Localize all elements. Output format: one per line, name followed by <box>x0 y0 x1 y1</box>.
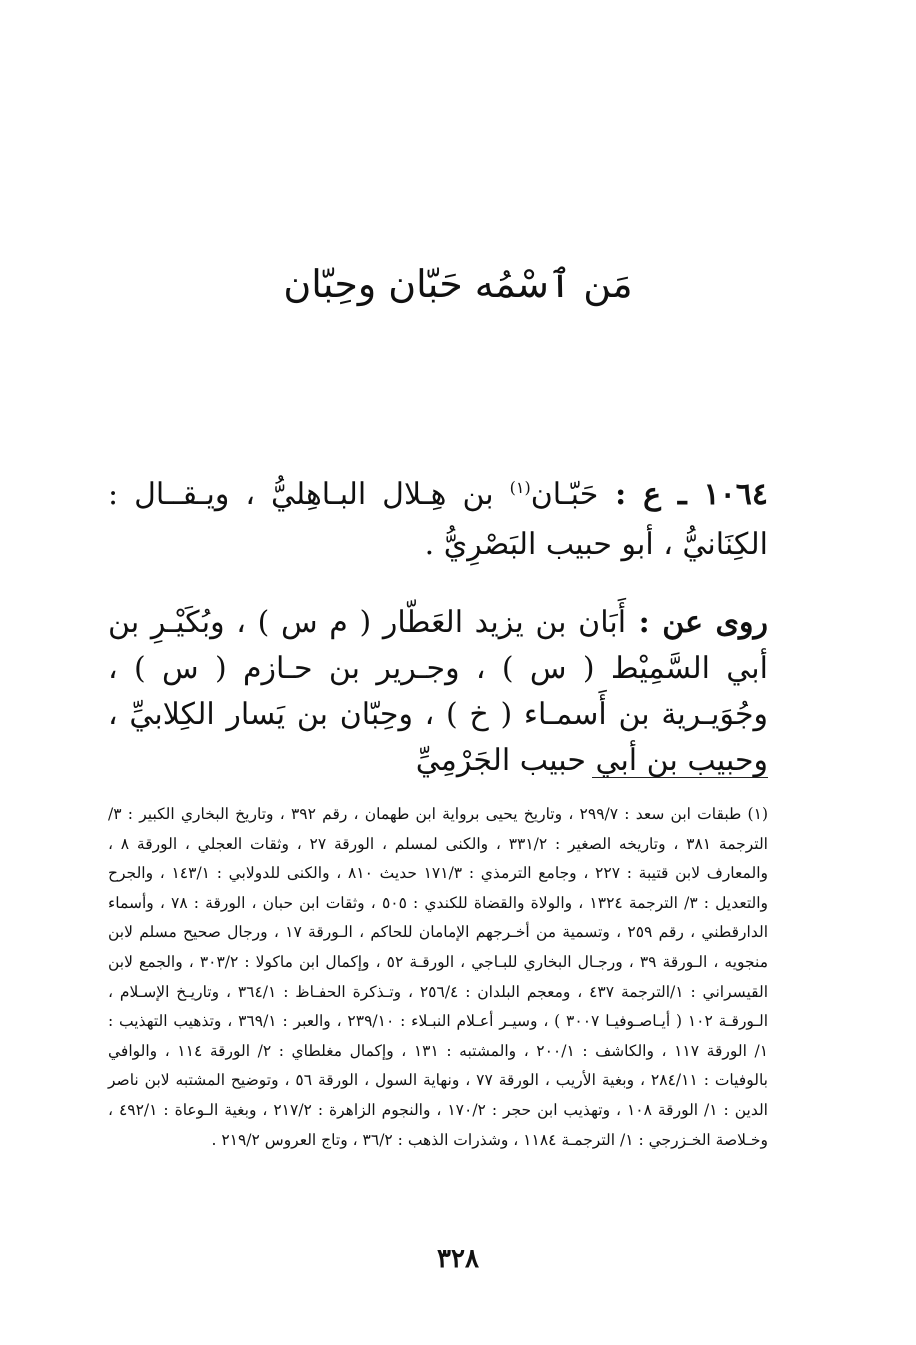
page-number: ٣٢٨ <box>437 1244 479 1274</box>
entry-code: ـ ع : <box>598 477 704 512</box>
footnote-text: (١) طبقات ابن سعد : ٢٩٩/٧ ، وتاريخ يحيى برواية ابن طهمان ، رقم ٣٩٢ ، وتاريخ البخاري الكبير : ٣/ الترجمة ٣٨١ ، وتاريخه الصغير : ٣٣١/٢ ، والكنى لمسلم ، الورقة ٢٧ ، وثقات العجلي ، الورقة ٨ ، والمعارف لابن قتيبة : ٢٢٧ ، وجامع الترمذي : ١٧١/٣ حديث ٨١٠ ، والكنى للدولابي : ١٤٣/١ ، والجرح والتعديل : ٣/ الترجمة ١٣٢٤ ، والولاة والقضاة للكندي : ٥٠٥ ، وثقات ابن حبان ، الورقة : ٧٨ ، وأسماء الدارقطني ، رقم ٢٥٩ ، وتسمية من أخـرجهم الإمامان للحاكم ، الـورقة ١٧ ، ورجال صحيح مسلم لابن منجويه ، الـورقة ٣٩ ، ورجـال البخاري للبـاجي ، الورقـة ٥٢ ، وإكمال ابن ماكولا : ٣٠٣/٢ ، والجمع لابن القيسراني : ١/الترجمة ٤٣٧ ، ومعجم البلدان : ٢٥٦/٤ ، وتـذكرة الحفـاظ : ٣٦٤/١ ، وتاريـخ الإسـلام ، الـورقـة ١٠٢ ( أيـاصـوفيـا ٣٠٠٧ ) ، وسيـر أعـلام النبـلاء : ٢٣٩/١٠ ، والعبر : ٣٦٩/١ ، وتذهيب التهذيب : ١/ الورقة ١١٧ ، والكاشف : ٢٠٠/١ ، والمشتبه : ١٣١ ، وإكمال مغلطاي : ٢/ الورقة ١١٤ ، والوافي بالوفيات : ٢٨٤/١١ ، وبغية الأريب ، الورقة ٧٧ ، ونهاية السول ، الورقة ٥٦ ، وتوضيح المشتبه لابن ناصر الدين : ١/ الورقة ١٠٨ ، وتهذيب ابن حجر : ١٧٠/٢ ، والنجوم الزاهرة : ٢١٧/٢ ، وبغية الـوعاة : ٤٩٢/١ ، وخـلاصة الخـزرجي : ١/ الترجمـة ١١٨٤ ، وشذرات الذهب : ٣٦/٢ ، وتاج العروس ٢١٩/٢ . <box>108 805 769 1149</box>
entry-heading <box>108 470 768 570</box>
entry-narrators <box>108 600 768 784</box>
footnote-divider <box>592 777 768 778</box>
entry-heading-rest: بن هِـلال البـاهِليُّ ، ويـقــال : الكِنَانيُّ ، أبو حبيب البَصْرِيُّ . <box>108 477 768 562</box>
chapter-title: مَن ٱسْمُه حَبّان وحِبّان <box>283 262 633 306</box>
footnote-reference: (١) <box>509 478 531 497</box>
entry-name: حَبّـان <box>530 477 599 512</box>
narrated-from-text: أَبَان بن يزيد العَطّار ( م س ) ، وبُكَيْـرِ بن أبي السَّمِيْط ( س ) ، وجـرير بن حـازم ( س ) ، وجُوَيـرية بن أَسمـاء ( خ ) ، وحِبّان بن يَسار الكِلابيِّ ، وحبيب بن أبي حبيب الجَرْمِيِّ <box>108 605 768 778</box>
narrated-from-label: روى عن : <box>626 605 768 640</box>
entry-number: ١٠٦٤ <box>703 477 768 512</box>
